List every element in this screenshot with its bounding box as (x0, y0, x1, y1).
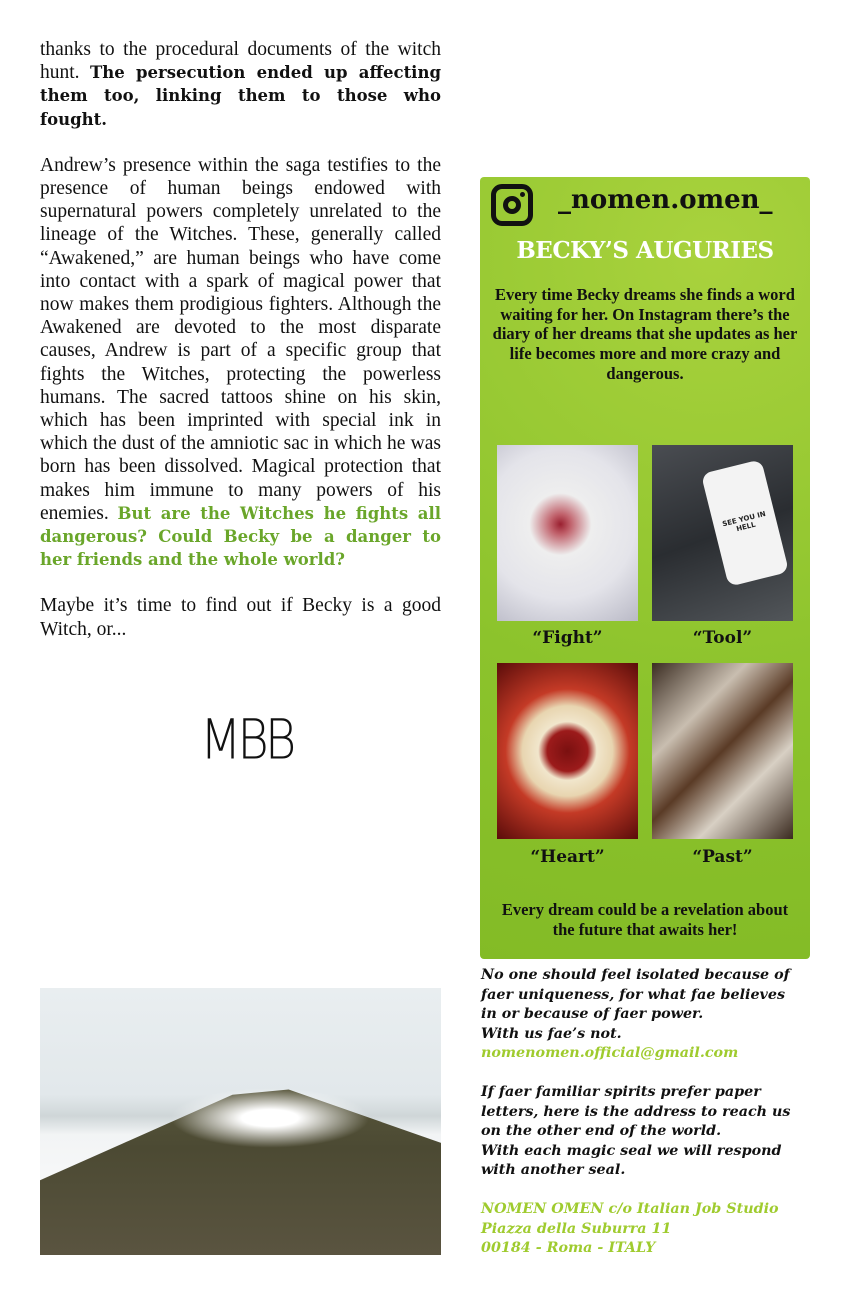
contact-line: with another seal. (481, 1162, 626, 1178)
address-line: 00184 - Roma - ITALY (481, 1240, 656, 1256)
paragraph-3: Maybe it’s time to find out if Becky is a good Witch, or... (40, 595, 441, 640)
photo-tool (652, 445, 793, 621)
mountain-photo (40, 988, 441, 1255)
bold-text: The persecution ended up affecting them too, linking them to those who fought. (40, 63, 441, 129)
contact-line: in or because of faer power. (481, 1006, 704, 1022)
sidebar-intro: Every time Becky dreams she finds a word waiting for her. On Instagram there’s the diary of her dreams that she updates as her life becomes more and more crazy and dangerous. (492, 285, 798, 383)
contact-info (481, 966, 821, 1259)
contact-line: No one should feel isolated because of (481, 967, 790, 983)
caption-tool: “Tool” (692, 628, 753, 648)
text: Andrew’s presence within the saga testifies to the presence of human beings endowed with supernatural powers completely unrelated to the lineage of the Witches. These, generally called “Awakened,” are human beings who have come into contact with a spark of magical power that now makes them prodigious fighters. Although the Awakened are devoted to the most disparate causes, Andrew is part of a specific group that fights the Witches, protecting the powerless humans. The sacred tattoos shine on his skin, which has been imprinted with special ink in which the dust of the amniotic sac in which he was born has been dissolved. Magical protection that makes him immune to many powers of his enemies. (40, 154, 441, 524)
paragraph-1 (40, 38, 441, 131)
green-bold-text: But are the Witches he fights all dangerous? Could Becky be a danger to her friends and the whole world? (40, 503, 441, 570)
address-line: NOMEN OMEN c/o Italian Job Studio (481, 1201, 779, 1217)
text: thanks to the procedural documents of the witch hunt. (40, 39, 441, 84)
address-line: Piazza della Suburra 11 (481, 1220, 672, 1237)
article-text (40, 38, 441, 664)
instagram-icon (491, 184, 533, 226)
caption-fight: “Fight” (532, 628, 603, 648)
phone-case: SEE YOU IN HELL (701, 459, 789, 587)
instagram-handle[interactable]: _nomen.omen_ (558, 185, 773, 215)
contact-line: on the other end of the world. (481, 1123, 722, 1139)
sidebar-title: BECKY’S AUGURIES (516, 237, 774, 264)
contact-line: faer uniqueness, for what fae believes (481, 986, 786, 1003)
photo-heart (497, 663, 638, 839)
caption-past: “Past” (692, 847, 753, 867)
contact-line: letters, here is the address to reach us (481, 1103, 791, 1120)
contact-line: With each magic seal we will respond (481, 1142, 782, 1159)
photo-past (652, 663, 793, 839)
instagram-sidebar (480, 177, 810, 959)
photo-fight (497, 445, 638, 621)
paragraph-2 (40, 154, 441, 572)
email-link[interactable]: nomenomen.official@gmail.com (481, 1045, 739, 1061)
contact-line: With us fae’s not. (481, 1025, 622, 1042)
sidebar-outro: Every dream could be a revelation about the future that awaits her! (501, 900, 789, 939)
caption-heart: “Heart” (530, 847, 605, 867)
contact-line: If faer familiar spirits prefer paper (481, 1084, 761, 1100)
signature: MBB (200, 707, 293, 773)
